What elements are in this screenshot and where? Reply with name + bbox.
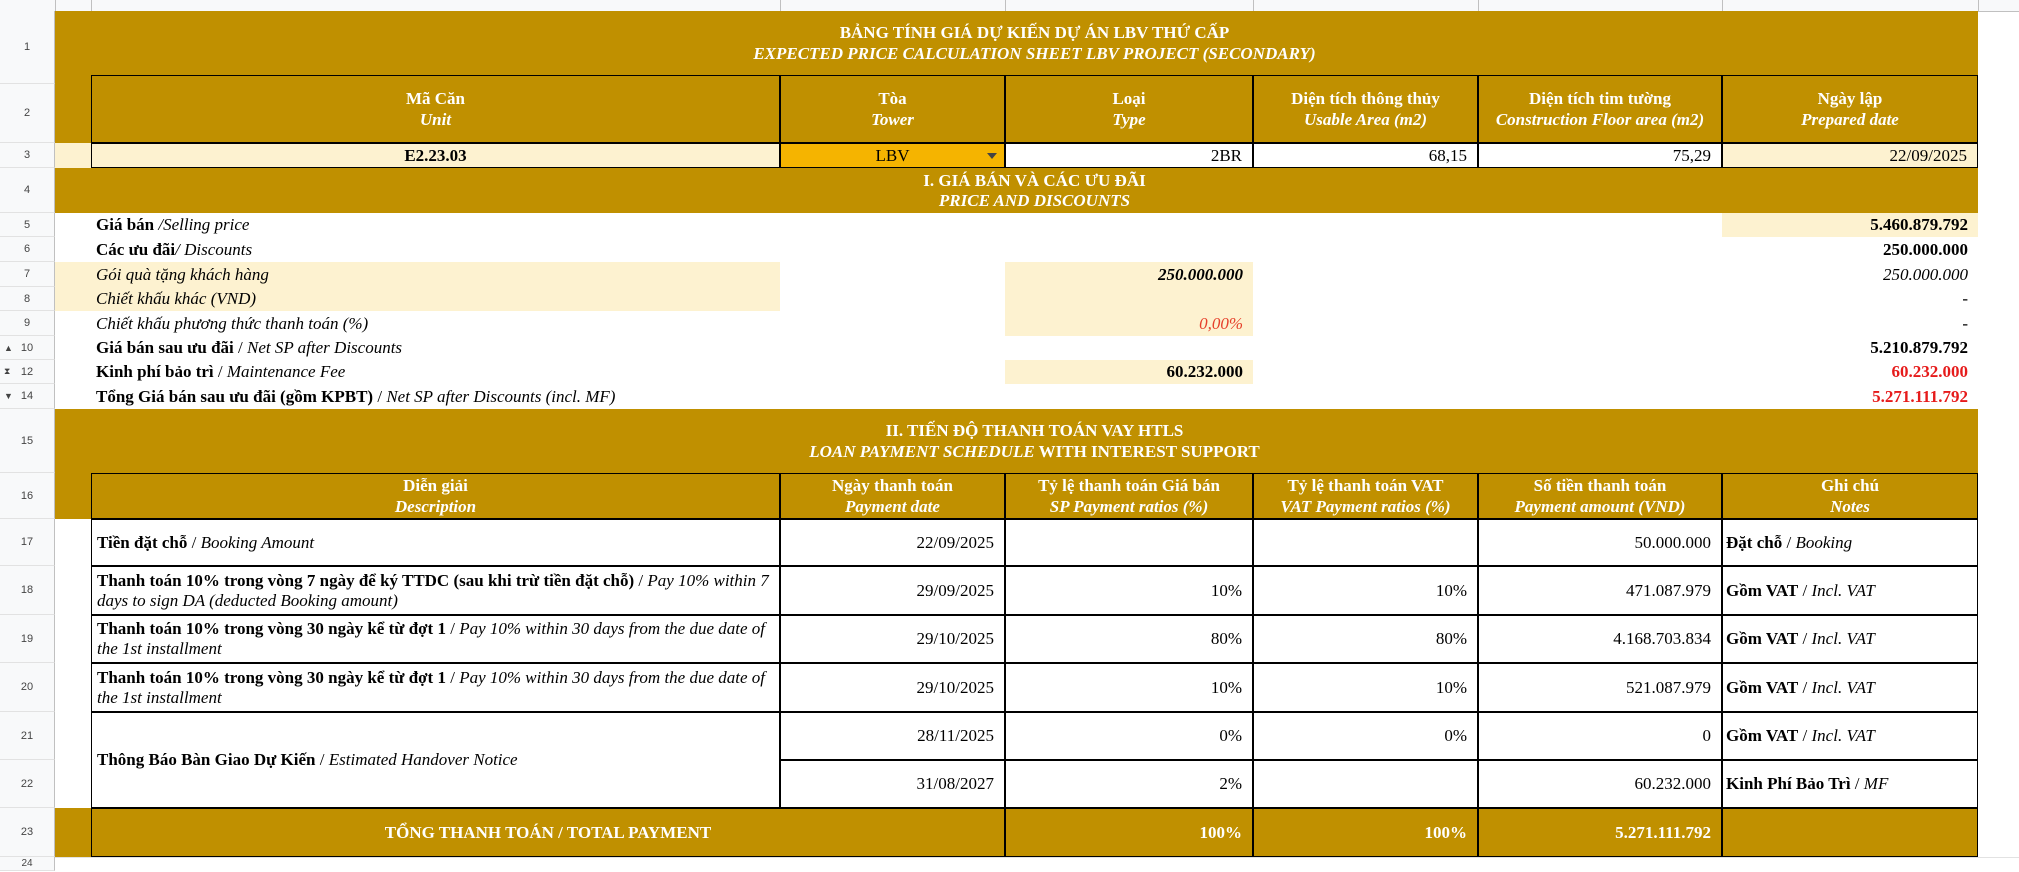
row-header-22[interactable]: 22: [0, 760, 55, 808]
selling-price-label[interactable]: Giá bán /Selling price: [96, 215, 250, 234]
expand-down-icon[interactable]: ▼: [4, 391, 13, 401]
section1-title[interactable]: I. GIÁ BÁN VÀ CÁC ƯU ĐÃI PRICE AND DISCOUNTS: [923, 170, 1146, 210]
maintenance-fee-input[interactable]: 60.232.000: [1005, 360, 1253, 384]
table-row-booking-note[interactable]: Đặt chỗ / Booking: [1722, 519, 1978, 566]
gift-label[interactable]: Gói quà tặng khách hàng: [55, 262, 780, 287]
table-row-installment3-date[interactable]: 29/10/2025: [780, 663, 1005, 712]
row-header-2[interactable]: 2: [0, 84, 55, 143]
title-vi: BẢNG TÍNH GIÁ DỰ KIẾN DỰ ÁN LBV THỨ CẤP: [839, 23, 1230, 42]
title-en: EXPECTED PRICE CALCULATION SHEET LBV PROJECT (SECONDARY): [753, 44, 1316, 63]
empty-row-24[interactable]: [55, 857, 2019, 872]
table-row-installment2-vat[interactable]: 80%: [1253, 615, 1478, 663]
other-discount-value[interactable]: -: [1962, 289, 1968, 308]
sched-header-amount[interactable]: Số tiền thanh toán Payment amount (VND): [1478, 473, 1722, 519]
sched-header-description[interactable]: Diễn giải Description: [91, 473, 780, 519]
table-row-booking-desc[interactable]: Tiền đặt chỗ / Booking Amount: [91, 519, 780, 566]
row-header-5[interactable]: 5: [0, 213, 55, 237]
table-row-handover-vat[interactable]: 0%: [1253, 712, 1478, 760]
row-header-8[interactable]: 8: [0, 287, 55, 311]
table-row-installment3-sp[interactable]: 10%: [1005, 663, 1253, 712]
table-row-mf-vat[interactable]: [1253, 760, 1478, 808]
sched-header-payment-date[interactable]: Ngày thanh toán Payment date: [780, 473, 1005, 519]
gift-input[interactable]: 250.000.000: [1005, 262, 1253, 287]
net-price-value[interactable]: 5.210.879.792: [1870, 338, 1968, 357]
construction-area-cell[interactable]: 75,29: [1478, 143, 1722, 168]
table-row-installment3-amount[interactable]: 521.087.979: [1478, 663, 1722, 712]
page-title[interactable]: [91, 18, 1978, 68]
payment-method-discount-value[interactable]: -: [1962, 313, 1968, 333]
type-cell[interactable]: 2BR: [1005, 143, 1253, 168]
other-discount-label[interactable]: Chiết khấu khác (VND): [55, 287, 780, 311]
table-row-booking-date[interactable]: 22/09/2025: [780, 519, 1005, 566]
sched-header-vat-ratio[interactable]: Tỷ lệ thanh toán VAT VAT Payment ratios (%): [1253, 473, 1478, 519]
maintenance-fee-label[interactable]: Kinh phí bảo trì / Maintenance Fee: [96, 362, 346, 381]
table-row-booking-amount[interactable]: 50.000.000: [1478, 519, 1722, 566]
collapse-up-icon[interactable]: ▲: [4, 342, 13, 353]
col-header-prepared-date[interactable]: Ngày lập Prepared date: [1722, 75, 1978, 143]
hourglass-icon[interactable]: ⧗: [4, 366, 11, 376]
table-row-mf-date[interactable]: 31/08/2027: [780, 760, 1005, 808]
row-header-1[interactable]: 1: [0, 11, 55, 84]
table-row-installment1-sp[interactable]: 10%: [1005, 566, 1253, 615]
table-row-booking-vat[interactable]: [1253, 519, 1478, 566]
total-incl-mf-label[interactable]: Tổng Giá bán sau ưu đãi (gồm KPBT) / Net SP after Discounts (incl. MF): [96, 386, 616, 406]
sched-header-sp-ratio[interactable]: Tỷ lệ thanh toán Giá bán SP Payment ratios (%): [1005, 473, 1253, 519]
col-header-tower[interactable]: Tòa Tower: [780, 75, 1005, 143]
other-discount-input[interactable]: [1005, 287, 1253, 311]
total-payment-amount[interactable]: 5.271.111.792: [1478, 808, 1722, 857]
total-payment-label[interactable]: TỔNG THANH TOÁN / TOTAL PAYMENT: [91, 808, 1005, 857]
gift-value[interactable]: 250.000.000: [1883, 264, 1968, 284]
row-header-14[interactable]: ▼ 14: [0, 384, 55, 409]
table-row-handover-amount[interactable]: 0: [1478, 712, 1722, 760]
discounts-label[interactable]: Các ưu đãi / Discounts: [96, 239, 253, 259]
row-header-17[interactable]: 17: [0, 519, 55, 566]
discounts-value[interactable]: 250.000.000: [1883, 239, 1968, 259]
table-row-installment2-desc[interactable]: Thanh toán 10% trong vòng 30 ngày kể từ đợt 1 / Pay 10% within 30 days from the due date of the 1st installment: [91, 615, 780, 663]
sched-header-notes[interactable]: Ghi chú Notes: [1722, 473, 1978, 519]
table-row-handover-note[interactable]: Gồm VAT / Incl. VAT: [1722, 712, 1978, 760]
row-header-3[interactable]: 3: [0, 143, 55, 168]
table-row-handover-sp[interactable]: 0%: [1005, 712, 1253, 760]
table-row-installment2-sp[interactable]: 80%: [1005, 615, 1253, 663]
col-header-type[interactable]: Loại Type: [1005, 75, 1253, 143]
row-header-19[interactable]: 19: [0, 615, 55, 663]
table-row-installment1-amount[interactable]: 471.087.979: [1478, 566, 1722, 615]
row-header-4[interactable]: 4: [0, 168, 55, 213]
table-row-installment2-amount[interactable]: 4.168.703.834: [1478, 615, 1722, 663]
usable-area-cell[interactable]: 68,15: [1253, 143, 1478, 168]
dropdown-arrow-icon[interactable]: [987, 153, 997, 159]
table-row-installment1-desc[interactable]: Thanh toán 10% trong vòng 7 ngày để ký TTDC (sau khi trừ tiền đặt chỗ) / Pay 10% within 7 days to sign DA (deducted Booking amount): [91, 566, 780, 615]
table-row-installment3-vat[interactable]: 10%: [1253, 663, 1478, 712]
total-payment-note[interactable]: [1722, 808, 1978, 857]
payment-method-discount-input[interactable]: 0,00%: [1005, 311, 1253, 336]
net-price-label[interactable]: Giá bán sau ưu đãi / Net SP after Discounts: [96, 338, 403, 357]
row-header-21[interactable]: 21: [0, 712, 55, 760]
table-row-installment1-date[interactable]: 29/09/2025: [780, 566, 1005, 615]
tower-select[interactable]: LBV: [780, 143, 1005, 168]
table-row-handover-desc[interactable]: Thông Báo Bàn Giao Dự Kiến / Estimated Handover Notice: [91, 712, 780, 808]
row-header-12[interactable]: ⧗ 12: [0, 360, 55, 384]
maintenance-fee-value[interactable]: 60.232.000: [1891, 362, 1968, 381]
table-row-installment3-desc[interactable]: Thanh toán 10% trong vòng 30 ngày kể từ đợt 1 / Pay 10% within 30 days from the due date of the 1st installment: [91, 663, 780, 712]
selling-price-value[interactable]: 5.460.879.792: [1722, 213, 1978, 237]
row-header-6[interactable]: 6: [0, 237, 55, 262]
prepared-date-cell[interactable]: 22/09/2025: [1722, 143, 1978, 168]
total-payment-sp[interactable]: 100%: [1005, 808, 1253, 857]
table-row-installment2-date[interactable]: 29/10/2025: [780, 615, 1005, 663]
row-header-23[interactable]: 23: [0, 808, 55, 857]
table-row-mf-amount[interactable]: 60.232.000: [1478, 760, 1722, 808]
row-header-20[interactable]: 20: [0, 663, 55, 712]
table-row-installment3-note[interactable]: Gồm VAT / Incl. VAT: [1722, 663, 1978, 712]
col-header-construction-area[interactable]: Diện tích tim tường Construction Floor area (m2): [1478, 75, 1722, 143]
payment-method-discount-label[interactable]: Chiết khấu phương thức thanh toán (%): [96, 313, 369, 333]
table-row-installment1-note[interactable]: Gồm VAT / Incl. VAT: [1722, 566, 1978, 615]
table-row-handover-date[interactable]: 28/11/2025: [780, 712, 1005, 760]
row-header-7[interactable]: 7: [0, 262, 55, 287]
col-header-usable-area[interactable]: Diện tích thông thủy Usable Area (m2): [1253, 75, 1478, 143]
section2-title[interactable]: II. TIẾN ĐỘ THANH TOÁN VAY HTLS LOAN PAYMENT SCHEDULE WITH INTEREST SUPPORT: [809, 421, 1260, 461]
table-row-installment2-note[interactable]: Gồm VAT / Incl. VAT: [1722, 615, 1978, 663]
table-row-booking-sp[interactable]: [1005, 519, 1253, 566]
table-row-mf-note[interactable]: Kinh Phí Bảo Trì / MF: [1722, 760, 1978, 808]
total-incl-mf-value[interactable]: 5.271.111.792: [1872, 386, 1968, 406]
table-row-mf-sp[interactable]: 2%: [1005, 760, 1253, 808]
row-header-24[interactable]: 24: [0, 857, 55, 871]
total-payment-vat[interactable]: 100%: [1253, 808, 1478, 857]
row-header-16[interactable]: 16: [0, 473, 55, 519]
row-header-15[interactable]: 15: [0, 409, 55, 473]
col-header-unit[interactable]: Mã Căn Unit: [91, 75, 780, 143]
table-row-installment1-vat[interactable]: 10%: [1253, 566, 1478, 615]
row-header-9[interactable]: 9: [0, 311, 55, 336]
row-header-18[interactable]: 18: [0, 566, 55, 615]
row-header-10[interactable]: ▲ 10: [0, 336, 55, 360]
unit-code-cell[interactable]: E2.23.03: [91, 143, 780, 168]
